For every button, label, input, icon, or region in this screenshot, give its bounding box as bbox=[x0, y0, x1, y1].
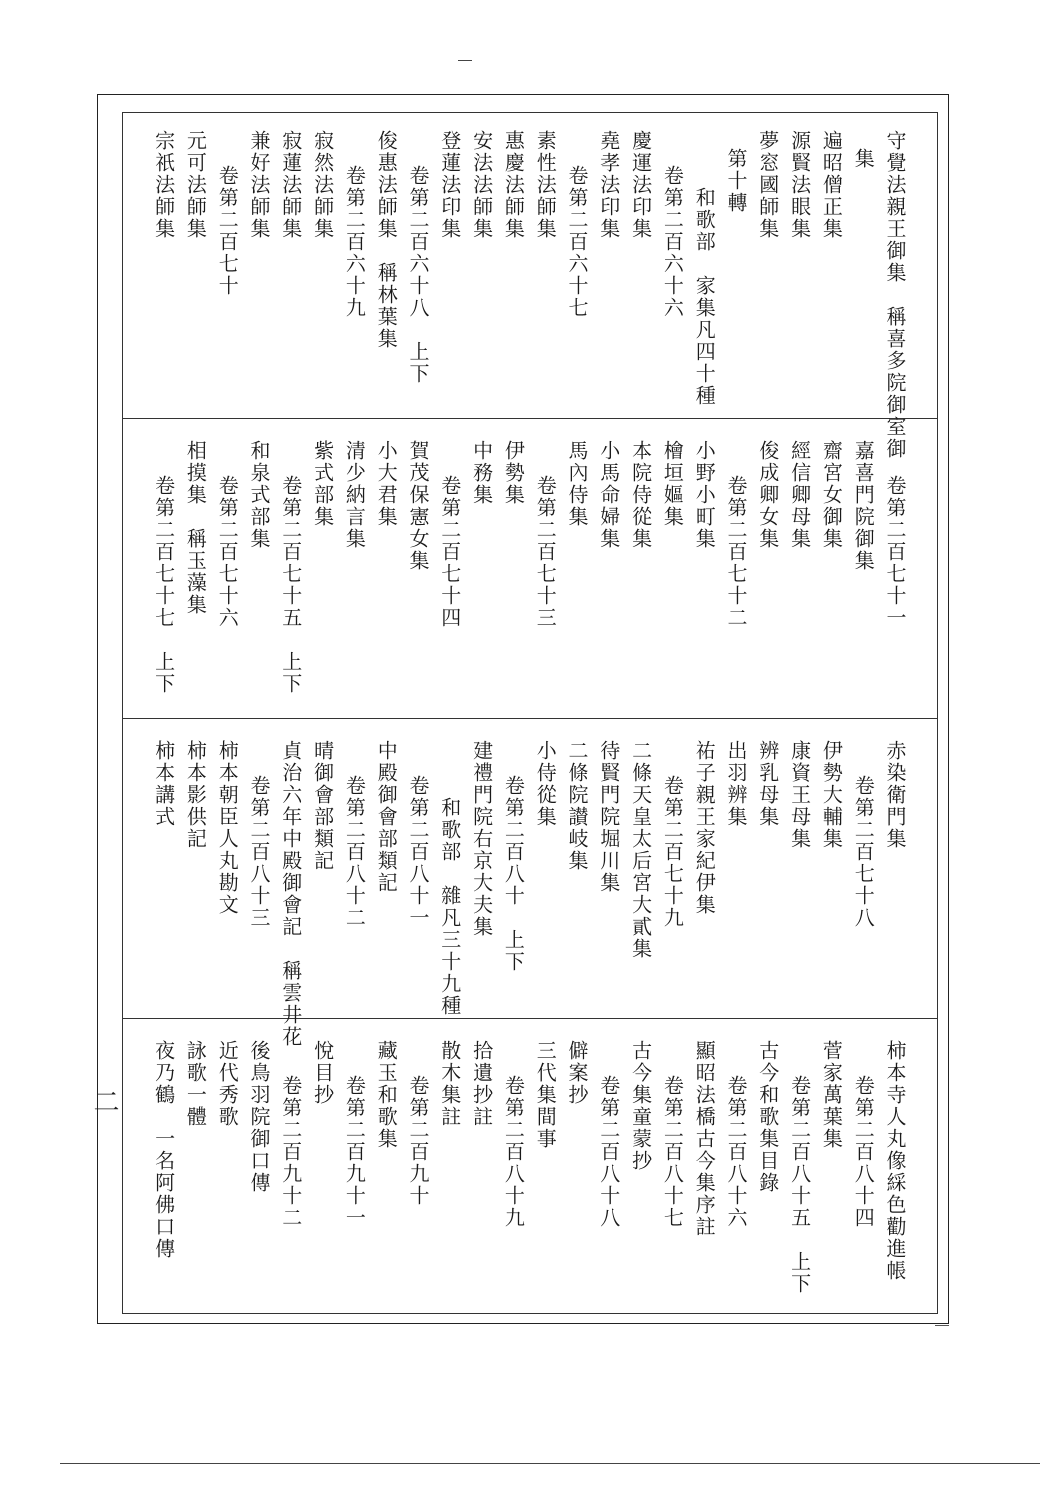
toc-entry: 拾遺抄註 bbox=[469, 1040, 494, 1128]
toc-entry: 登蓮法印集 bbox=[437, 130, 462, 240]
toc-entry: 嘉喜門院御集 bbox=[851, 440, 876, 572]
toc-entry: 赤染衛門集 bbox=[883, 740, 907, 850]
toc-entry: 賀茂保憲女集 bbox=[406, 440, 430, 572]
toc-entry: 檜垣嫗集 bbox=[660, 440, 685, 528]
toc-entry: 伊勢集 bbox=[501, 440, 526, 506]
toc-entry: 後鳥羽院御口傳 bbox=[247, 1040, 271, 1194]
margin-mark bbox=[935, 1325, 949, 1326]
toc-entry: 宗祇法師集 bbox=[151, 130, 176, 240]
toc-entry: 卷第二百八十一 bbox=[406, 775, 430, 930]
toc-entry: 卷第二百八十三 bbox=[247, 775, 271, 930]
toc-entry: 辨乳母集 bbox=[755, 740, 780, 828]
toc-entry: 經信卿母集 bbox=[787, 440, 812, 550]
toc-entry: 卷第二百八十 上下 bbox=[501, 775, 526, 974]
toc-entry: 中殿御會部類記 bbox=[374, 740, 399, 894]
toc-entry: 卷第二百六十九 bbox=[342, 165, 367, 320]
toc-entry: 寂然法師集 bbox=[310, 130, 335, 240]
toc-entry: 柿本講式 bbox=[151, 740, 176, 828]
toc-entry: 卷第二百八十七 bbox=[660, 1075, 685, 1230]
toc-entry: 中務集 bbox=[469, 440, 494, 506]
toc-entry: 卷第二百七十九 bbox=[660, 775, 685, 930]
toc-entry: 卷第二百七十四 bbox=[437, 475, 462, 630]
toc-entry: 卷第二百七十八 bbox=[851, 775, 876, 930]
toc-entry: 伊勢大輔集 bbox=[819, 740, 844, 850]
toc-entry: 顯昭法橋古今集序註 bbox=[692, 1040, 717, 1238]
toc-entry: 遍昭僧正集 bbox=[819, 130, 844, 240]
toc-entry: 慶運法印集 bbox=[628, 130, 653, 240]
toc-entry: 二條天皇太后宮大貳集 bbox=[628, 740, 653, 960]
toc-entry: 清少納言集 bbox=[342, 440, 367, 550]
toc-entry: 古今和歌集目錄 bbox=[755, 1040, 780, 1194]
toc-entry: 源賢法眼集 bbox=[787, 130, 812, 240]
toc-entry: 素性法師集 bbox=[533, 130, 558, 240]
toc-entry: 貞治六年中殿御會記 稱雲井花 bbox=[278, 740, 303, 1048]
toc-entry: 詠歌一體 bbox=[183, 1040, 208, 1128]
toc-entry: 夜乃鶴 一名阿佛口傳 bbox=[151, 1040, 176, 1260]
toc-entry: 卷第二百七十三 bbox=[533, 475, 558, 630]
toc-entry: 藏玉和歌集 bbox=[374, 1040, 399, 1150]
toc-entry: 卷第二百八十四 bbox=[851, 1075, 876, 1230]
toc-entry: 菅家萬葉集 bbox=[819, 1040, 844, 1150]
toc-entry: 康資王母集 bbox=[787, 740, 812, 850]
toc-entry: 待賢門院堀川集 bbox=[596, 740, 621, 894]
toc-entry: 安法法師集 bbox=[469, 130, 494, 240]
toc-entry: 晴御會部類記 bbox=[310, 740, 335, 872]
toc-entry: 卷第二百六十六 bbox=[660, 165, 685, 320]
toc-entry: 本院侍從集 bbox=[628, 440, 653, 550]
toc-entry: 堯孝法印集 bbox=[596, 130, 621, 240]
toc-entry: 齋宮女御集 bbox=[819, 440, 844, 550]
toc-entry: 柿本朝臣人丸勘文 bbox=[215, 740, 240, 916]
toc-entry: 古今集童蒙抄 bbox=[628, 1040, 653, 1172]
toc-entry: 寂蓮法師集 bbox=[278, 130, 303, 240]
toc-entry: 和歌部 雜凡三十九種 bbox=[437, 797, 462, 1018]
toc-entry: 集 bbox=[851, 147, 876, 170]
toc-entry: 俊惠法師集 稱林葉集 bbox=[374, 130, 399, 350]
toc-entry: 三代集間事 bbox=[533, 1040, 558, 1150]
bottom-rule bbox=[60, 1463, 1040, 1464]
toc-entry: 小大君集 bbox=[374, 440, 399, 528]
toc-entry: 卷第二百七十七 上下 bbox=[151, 475, 176, 696]
toc-entry: 小野小町集 bbox=[692, 440, 717, 550]
toc-entry: 僻案抄 bbox=[565, 1040, 589, 1106]
toc-entry: 夢窓國師集 bbox=[755, 130, 780, 240]
toc-entry: 惠慶法師集 bbox=[501, 130, 526, 240]
toc-entry: 卷第二百六十八 上下 bbox=[406, 165, 430, 386]
toc-entry: 柿本寺人丸像綵色勸進帳 bbox=[883, 1040, 907, 1282]
toc-entry: 悅目抄 bbox=[310, 1040, 335, 1106]
toc-entry: 近代秀歌 bbox=[215, 1040, 240, 1128]
toc-entry: 卷第二百七十二 bbox=[724, 475, 748, 630]
toc-entry: 馬內侍集 bbox=[565, 440, 589, 528]
toc-entry: 相摸集 稱玉藻集 bbox=[183, 440, 208, 616]
toc-entry: 卷第二百八十二 bbox=[342, 775, 367, 930]
toc-entry: 柿本影供記 bbox=[183, 740, 208, 850]
section-divider bbox=[122, 1018, 938, 1019]
toc-entry: 卷第二百六十七 bbox=[565, 165, 589, 320]
toc-entry: 兼好法師集 bbox=[247, 130, 271, 240]
section-divider bbox=[122, 718, 938, 719]
toc-entry: 和歌部 家集凡四十種 bbox=[692, 187, 717, 408]
toc-entry: 卷第二百七十六 bbox=[215, 475, 240, 630]
toc-entry: 卷第二百九十二 bbox=[278, 1075, 303, 1230]
toc-entry: 和泉式部集 bbox=[247, 440, 271, 550]
toc-entry: 卷第二百九十一 bbox=[342, 1075, 367, 1230]
toc-entry: 卷第二百八十五 上下 bbox=[787, 1075, 812, 1296]
toc-entry: 卷第二百七十五 上下 bbox=[278, 475, 303, 696]
section-divider bbox=[122, 418, 938, 419]
toc-entry: 二條院讃岐集 bbox=[565, 740, 589, 872]
toc-entry: 卷第二百七十一 bbox=[883, 475, 907, 630]
toc-entry: 散木集註 bbox=[437, 1040, 462, 1128]
toc-entry: 卷第二百七十 bbox=[215, 165, 240, 298]
toc-entry: 建禮門院右京大夫集 bbox=[469, 740, 494, 938]
toc-entry: 出羽辨集 bbox=[724, 740, 748, 828]
toc-entry: 俊成卿女集 bbox=[755, 440, 780, 550]
toc-entry: 守覺法親王御集 稱喜多院御室御 bbox=[883, 130, 907, 460]
toc-entry: 卷第二百八十八 bbox=[596, 1075, 621, 1230]
toc-entry: 元可法師集 bbox=[183, 130, 208, 240]
toc-entry: 小馬命婦集 bbox=[596, 440, 621, 550]
top-mark bbox=[458, 60, 472, 61]
toc-entry: 第十轉 bbox=[724, 147, 748, 214]
page-number: 二 bbox=[89, 1088, 119, 1120]
toc-entry: 祐子親王家紀伊集 bbox=[692, 740, 717, 916]
toc-entry: 卷第二百八十六 bbox=[724, 1075, 748, 1230]
toc-entry: 卷第二百九十 bbox=[406, 1075, 430, 1208]
toc-entry: 小侍從集 bbox=[533, 740, 558, 828]
toc-entry: 紫式部集 bbox=[310, 440, 335, 528]
toc-entry: 卷第二百八十九 bbox=[501, 1075, 526, 1230]
